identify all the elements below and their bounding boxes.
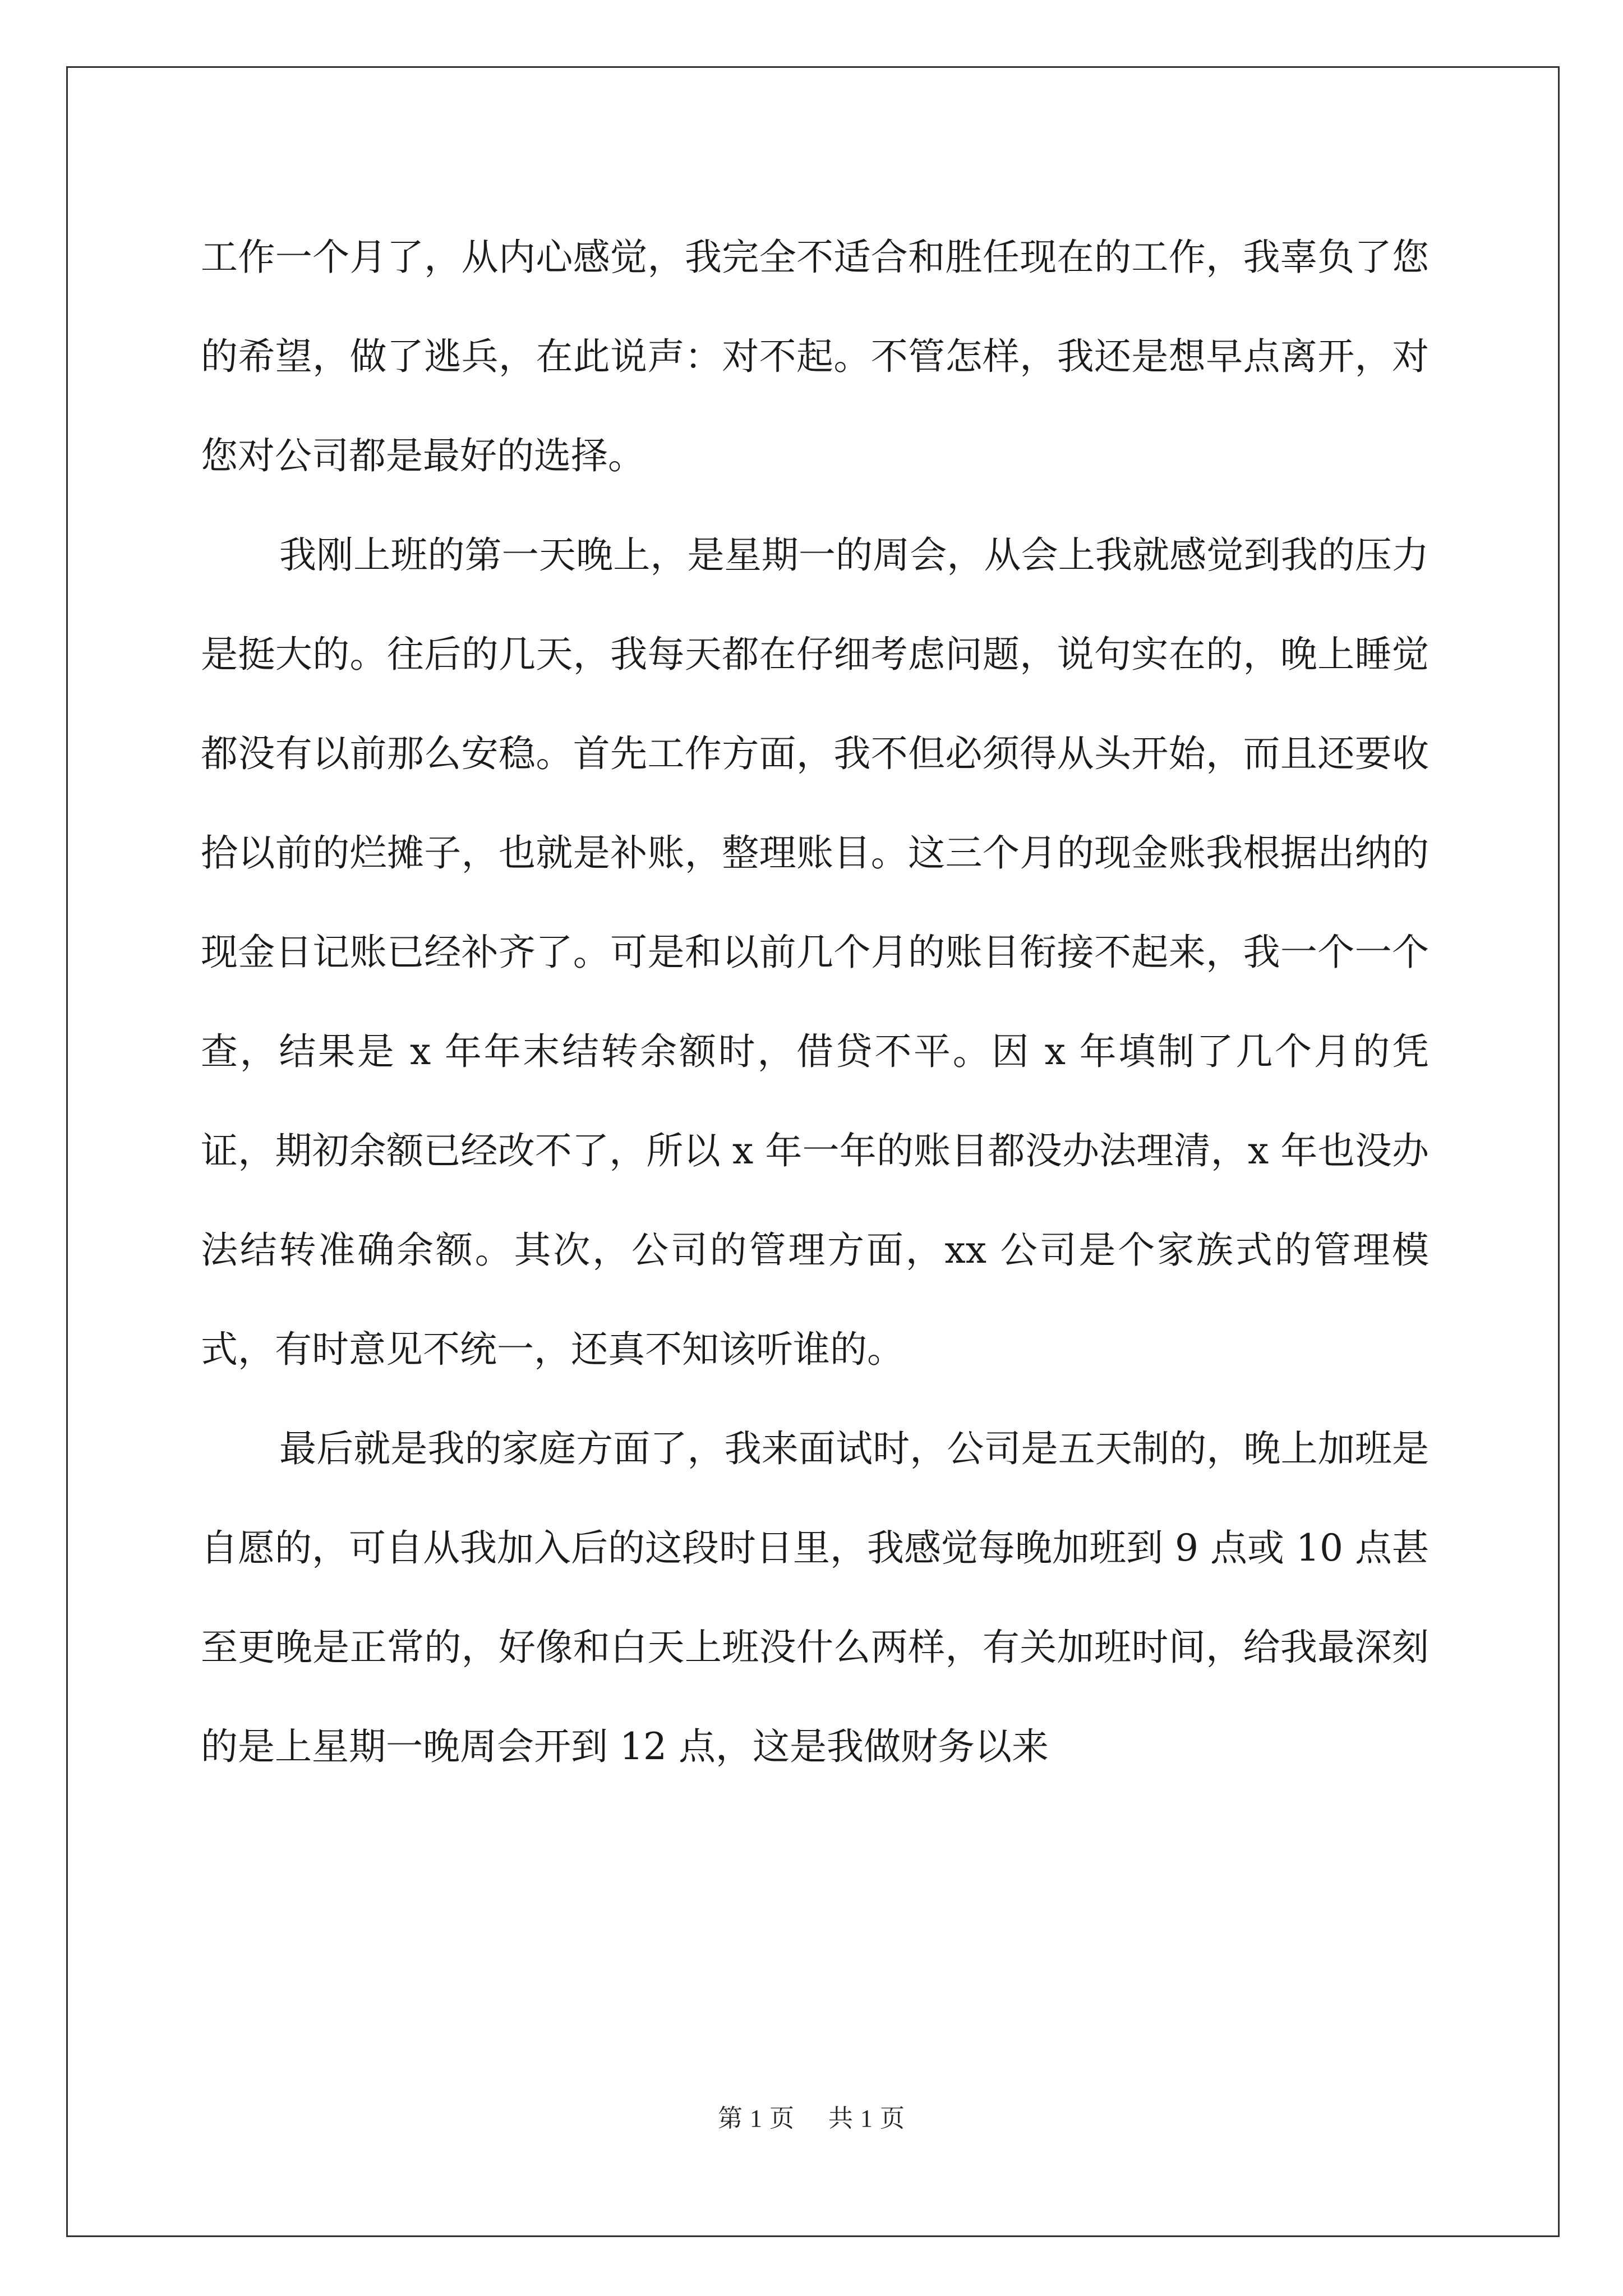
page-number-total: 共 1 页 — [828, 2105, 905, 2132]
paragraph-2: 我刚上班的第一天晚上，是星期一的周会，从会上我就感觉到我的压力是挺大的。往后的几天，我每天都在仔细考虑问题，说句实在的，晚上睡觉都没有以前那么安稳。首先工作方面，我不但必须得从头开始，而且还要收拾以前的烂摊子，也就是补账，整理账目。这三个月的现金账我根据出纳的现金日记账已经补齐了。可是和以前几个月的账目衔接不起来，我一个一个查，结果是 x 年年末结转余额时，借贷不平。因 x 年填制了几个月的凭证，期初余额已经改不了，所以 x 年一年的账目都没办法理清，x 年也没办法结转准确余额。其次，公司的管理方面，xx 公司是个家族式的管理模式，有时意见不统一，还真不知该听谁的。 — [201, 533, 1429, 1371]
paragraph-3: 最后就是我的家庭方面了，我来面试时，公司是五天制的，晚上加班是自愿的，可自从我加入后的这段时日里，我感觉每晚加班到 9 点或 10 点甚至更晚是正常的，好像和白天上班没什么两样，有关加班时间，给我最深刻的是上星期一晚周会开到 12 点，这是我做财务以来 — [201, 1427, 1429, 1768]
document-body — [201, 208, 1429, 1796]
paragraph-1: 工作一个月了，从内心感觉，我完全不适合和胜任现在的工作，我辜负了您的希望，做了逃兵，在此说声：对不起。不管怎样，我还是想早点离开，对您对公司都是最好的选择。 — [201, 236, 1429, 477]
page-footer — [0, 2098, 1623, 2134]
page-number-current: 第 1 页 — [718, 2105, 795, 2132]
